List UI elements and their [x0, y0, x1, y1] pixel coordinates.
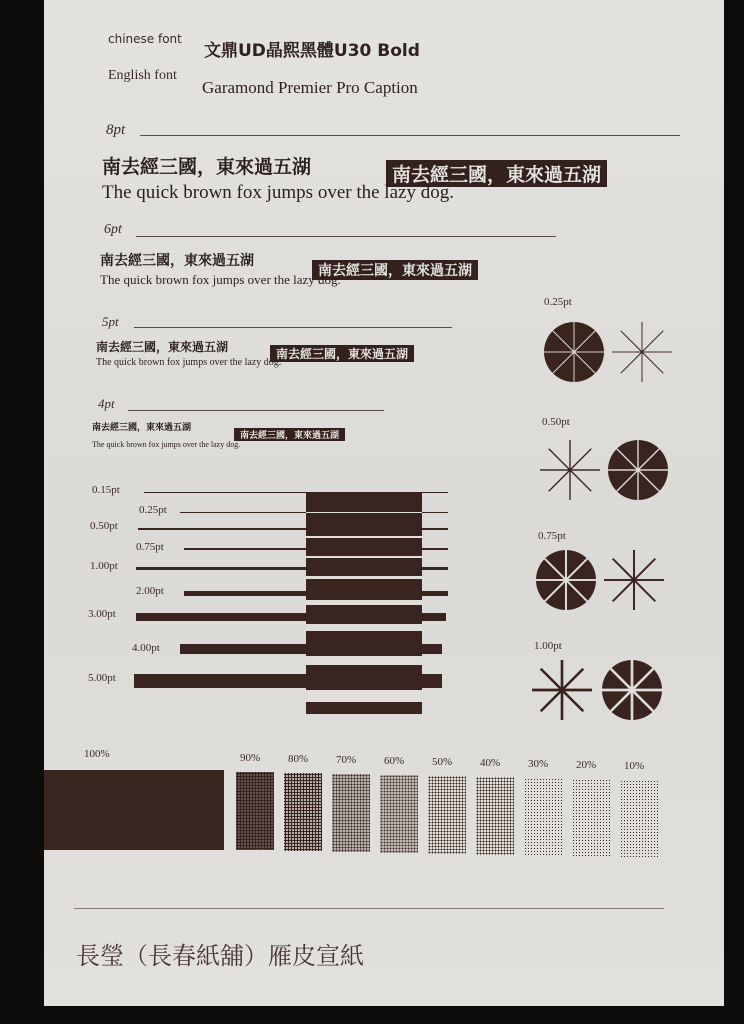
specimen-en-text: The quick brown fox jumps over the lazy dog. [96, 357, 282, 368]
tint-swatch-40 [476, 777, 514, 855]
tint-swatch-70 [332, 774, 370, 852]
line-weight-label: 4.00pt [132, 642, 160, 654]
tint-swatch-10 [620, 780, 658, 858]
specimen-en-text: The quick brown fox jumps over the lazy dog. [100, 272, 341, 287]
tint-label: 10% [624, 760, 645, 772]
tint-label: 70% [336, 754, 357, 766]
tint-label: 30% [528, 758, 549, 770]
specimen-en-text: The quick brown fox jumps over the lazy dog. [92, 440, 241, 449]
tint-swatch-20 [572, 779, 610, 857]
line-weight-label: 5.00pt [88, 672, 116, 684]
line-weight-label: 1.00pt [90, 560, 118, 572]
chinese-font-name: 文鼎UD晶熙黑體U30 Bold [204, 41, 420, 61]
tint-swatch-50 [428, 776, 466, 854]
tint-swatch-30 [524, 778, 562, 856]
tint-label: 100% [84, 748, 110, 760]
paper-name: 長瑩（長春紙舖）雁皮宣紙 [76, 942, 364, 970]
star-weight-label: 1.00pt [534, 640, 562, 652]
tint-swatch-60 [380, 775, 418, 853]
specimen-size-5pt: 5pt [102, 314, 119, 329]
english-font-label: English font [108, 68, 177, 83]
line-weight-label: 0.25pt [139, 504, 167, 516]
specimen-size-4pt: 4pt [98, 396, 115, 411]
tint-swatch-100 [44, 770, 224, 850]
specimen-zh-text: 南去經三國，東來過五湖 [102, 156, 312, 178]
specimen-en-text: The quick brown fox jumps over the lazy dog. [102, 182, 454, 203]
star-weight-label: 0.75pt [538, 530, 566, 542]
tint-label: 90% [240, 752, 261, 764]
star-weight-label: 0.25pt [544, 296, 572, 308]
line-weight-label: 0.15pt [92, 484, 120, 496]
line-weight-label: 2.00pt [136, 585, 164, 597]
star-weight-label: 0.50pt [542, 416, 570, 428]
specimen-zh-text: 南去經三國，東來過五湖 [96, 340, 229, 354]
line-weight-label: 3.00pt [88, 608, 116, 620]
tint-swatch-90 [236, 772, 274, 850]
footer-rule [74, 908, 664, 909]
tint-label: 60% [384, 755, 405, 767]
specimen-zh-inverse: 南去經三國，東來過五湖 [386, 160, 607, 187]
chinese-font-label: chinese font [108, 32, 182, 46]
tint-label: 20% [576, 759, 597, 771]
specimen-size-8pt: 8pt [106, 122, 126, 138]
line-weight-label: 0.50pt [90, 520, 118, 532]
specimen-zh-inverse: 南去經三國，東來過五湖 [234, 428, 345, 441]
tint-label: 80% [288, 753, 309, 765]
line-weight-label: 0.75pt [136, 541, 164, 553]
specimen-zh-inverse: 南去經三國，東來過五湖 [270, 345, 414, 362]
test-print-card [44, 0, 724, 1006]
tint-swatch-80 [284, 773, 322, 851]
specimen-zh-inverse: 南去經三國，東來過五湖 [312, 260, 478, 280]
specimen-size-6pt: 6pt [104, 222, 122, 237]
specimen-zh-text: 南去經三國，東來過五湖 [100, 253, 254, 269]
tint-label: 50% [432, 756, 453, 768]
specimen-zh-text: 南去經三國，東來過五湖 [92, 423, 192, 433]
english-font-name: Garamond Premier Pro Caption [202, 78, 418, 97]
tint-label: 40% [480, 757, 501, 769]
